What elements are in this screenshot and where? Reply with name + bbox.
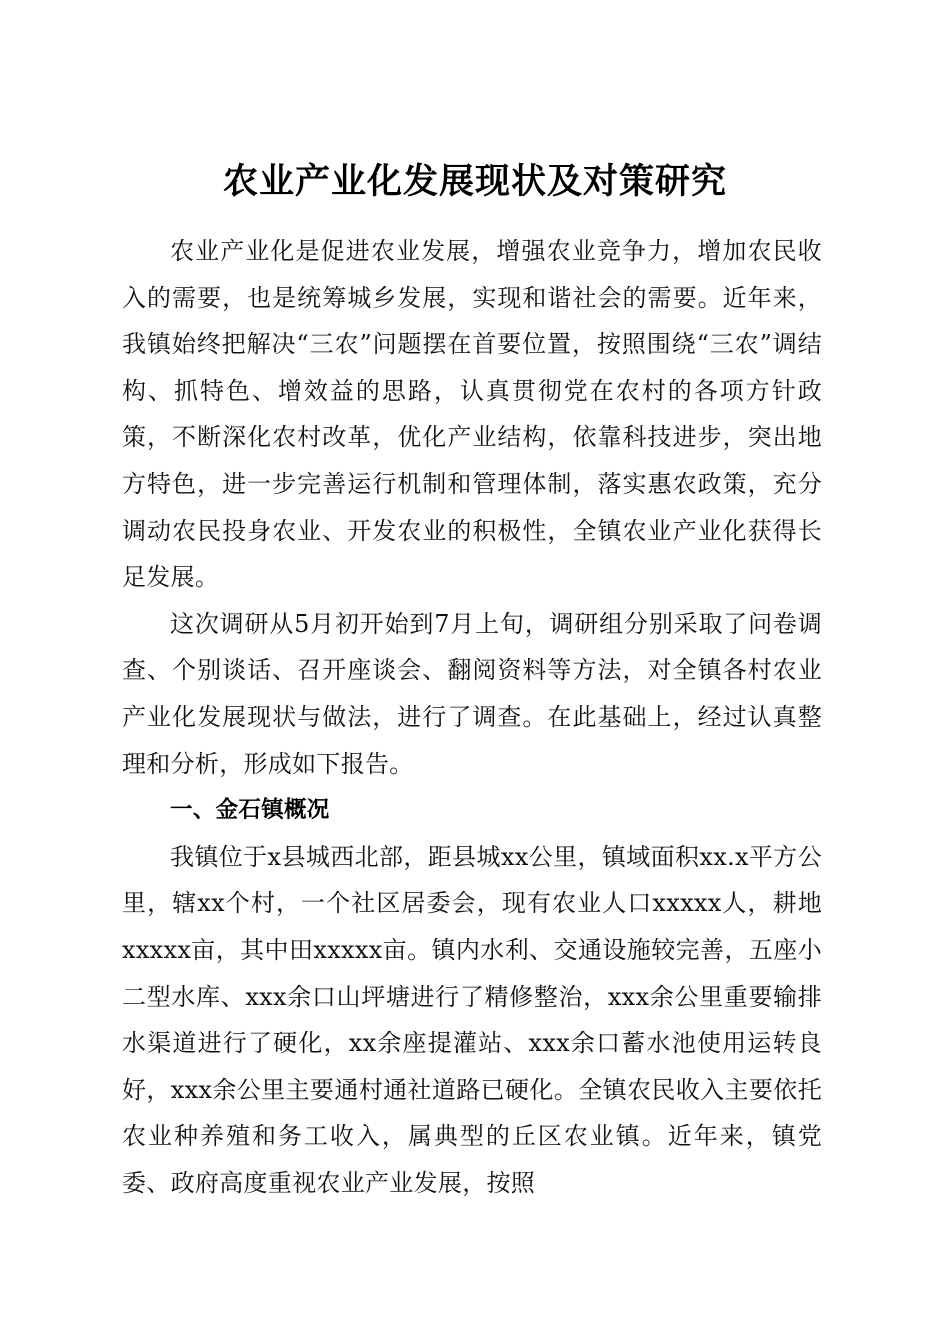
document-body xyxy=(122,228,822,1206)
section-heading-overview: 一、金石镇概况 xyxy=(170,797,330,824)
paragraph-intro: 农业产业化是促进农业发展，增强农业竞争力，增加农民收入的需要，也是统筹城乡发展，实现和谐社会的需要。近年来，我镇始终把解决“三农”问题摆在首要位置，按照围绕“三农”调结构、抓特色、增效益的思路，认真贯彻党在农村的各项方针政策，不断深化农村改革，优化产业结构，依靠科技进步，突出地方特色，进一步完善运行机制和管理体制，落实惠农政策，充分调动农民投身农业、开发农业的积极性，全镇农业产业化获得长足发展。 xyxy=(122,237,822,592)
document-title: 农业产业化发展现状及对策研究 xyxy=(222,161,727,203)
paragraph-town-overview: 我镇位于x县城西北部，距县城xx公里，镇域面积xx.x平方公里，辖xx个村，一个社区居委会，现有农业人口xxxxx人，耕地xxxxx亩，其中田xxxxx亩。镇内水利、交通设施较完善，五座小二型水库、xxx余口山坪塘进行了精修整治，xxx余公里重要输排水渠道进行了硬化，xx余座提灌站、xxx余口蓄水池使用运转良好，xxx余公里主要通村通社道路已硬化。全镇农民收入主要依托农业种养殖和务工收入，属典型的丘区农业镇。近年来，镇党委、政府高度重视农业产业发展，按照 xyxy=(122,842,822,1197)
paragraph-research-method: 这次调研从5月初开始到7月上旬，调研组分别采取了问卷调查、个别谈话、召开座谈会、翻阅资料等方法，对全镇各村农业产业化发展现状与做法，进行了调查。在此基础上，经过认真整理和分析，形成如下报告。 xyxy=(122,609,822,778)
